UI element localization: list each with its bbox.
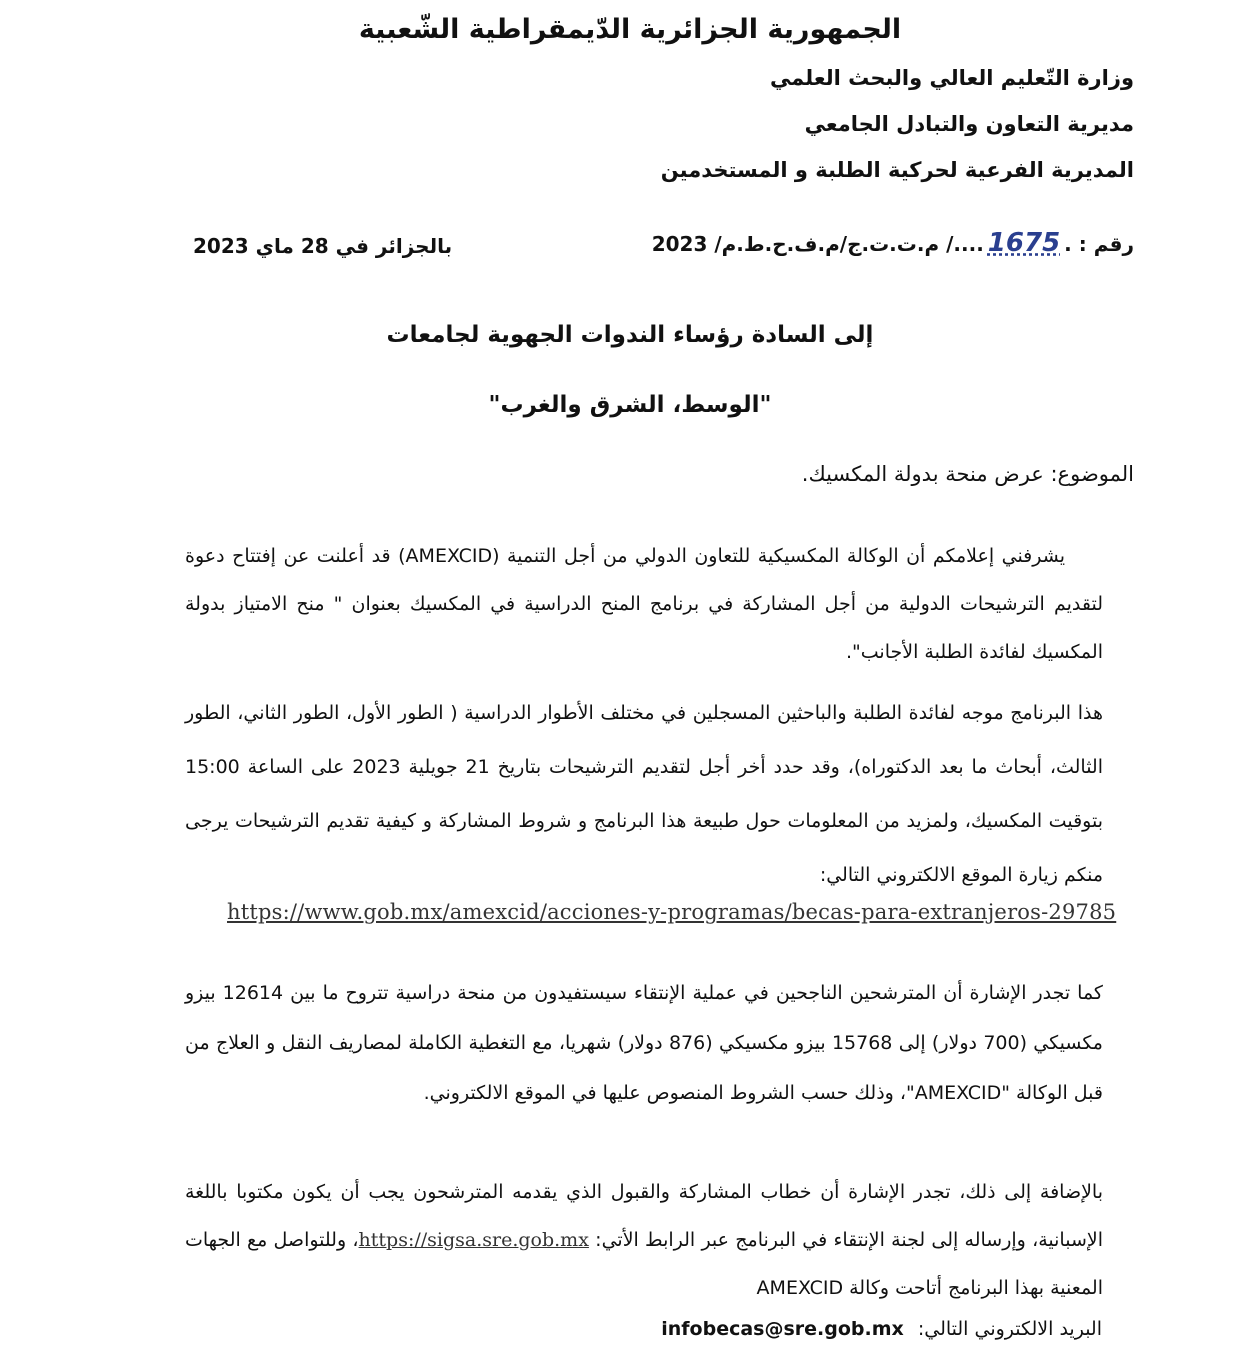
email-address[interactable]: infobecas@sre.gob.mx: [661, 1318, 904, 1340]
email-line: [661, 1318, 1102, 1340]
addressee-line-1: إلى السادة رؤساء الندوات الجهوية لجامعات: [386, 322, 874, 348]
handwritten-number: 1675: [987, 228, 1061, 258]
paragraph-stipend: كما تجدر الإشارة أن المترشحين الناجحين في عملية الإنتقاء سيستفيدون من منحة دراسية تتروح ما بين 12614 بيزو مكسيكي (700 دولار) إلى 15768 بيزو مكسيكي (876 دولار) شهريا، مع التغطية الكاملة لمصاريف النقل و العلاج من قبل الوكالة "AMEXCID"، وذلك حسب الشروط المنصوص عليها في الموقع الالكتروني.: [185, 982, 1103, 1104]
program-website-link[interactable]: https://www.gob.mx/amexcid/acciones-y-programas/becas-para-extranjeros-29785: [227, 900, 1117, 924]
reference-prefix: رقم : .: [1064, 232, 1134, 256]
republic-heading: الجمهورية الجزائرية الدّيمقراطية الشّعبية: [358, 14, 902, 45]
sigsa-link[interactable]: https://sigsa.sre.gob.mx: [358, 1229, 589, 1251]
sub-directorate-line: المديرية الفرعية لحركية الطلبة و المستخدمين: [660, 158, 1134, 182]
subject-line: الموضوع: عرض منحة بدولة المكسيك.: [801, 462, 1134, 486]
paragraph-application: [185, 1168, 1103, 1312]
reference-suffix: ..../ م.ت.ت.ج/م.ف.ح.ط.م/ 2023: [651, 232, 984, 256]
paragraph-announcement: يشرفني إعلامكم أن الوكالة المكسيكية للتعاون الدولي من أجل التنمية (AMEXCID) قد أعلنت عن إفتتاح دعوة لتقديم الترشيحات الدولية من أجل المشاركة في برنامج المنح الدراسية في المكسيك بعنوان " منح الامتياز بدولة المكسيك لفائدة الطلبة الأجانب".: [185, 545, 1103, 663]
addressee-line-2: "الوسط، الشرق والغرب": [488, 392, 772, 418]
application-text: بالإضافة إلى ذلك، تجدر الإشارة أن خطاب المشاركة والقبول الذي يقدمه المترشحون يجب أن يكون مكتوبا باللغة الإسبانية، وإرساله إلى لجنة الإنتقاء في البرنامج عبر الرابط الأتي:: [185, 1181, 1103, 1251]
paragraph-program: هذا البرنامج موجه لفائدة الطلبة والباحثين المسجلين في مختلف الأطوار الدراسية ( الطور الأول، الطور الثاني، الطور الثالث، أبحاث ما بعد الدكتوراه)، وقد حدد أخر أجل لتقديم الترشيحات بتاريخ 21 جويلية 2023 على الساعة 15:00 بتوقيت المكسيك، ولمزيد من المعلومات حول طبيعة هذا البرنامج و شروط المشاركة و كيفية تقديم الترشيحات يرجى منكم زيارة الموقع الالكتروني التالي:: [185, 702, 1104, 886]
date-line: بالجزائر في 28 ماي 2023: [193, 234, 453, 258]
directorate-line: مديرية التعاون والتبادل الجامعي: [804, 112, 1134, 136]
ministry-line: وزارة التّعليم العالي والبحث العلمي: [769, 66, 1134, 90]
email-label: البريد الالكتروني التالي:: [917, 1318, 1102, 1340]
reference-number: [652, 228, 1134, 258]
contact-text: ، وللتواصل مع الجهات المعنية بهذا البرنامج أتاحت وكالة AMEXCID: [185, 1229, 1103, 1299]
